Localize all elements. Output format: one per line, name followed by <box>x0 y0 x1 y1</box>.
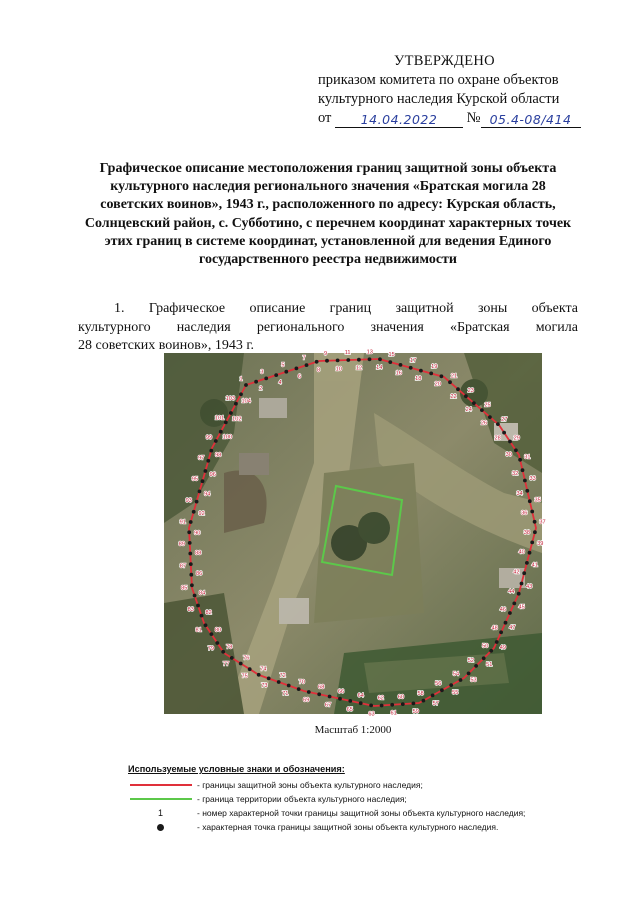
point-marker-14 <box>378 357 382 361</box>
point-marker-103 <box>234 402 238 406</box>
document-heading: Графическое описание местоположения границ защитной зоны объекта культурного наследия регионального значения «Братская могила 28 советских воинов», 1943 г., расположенного по адресу: Курская область, Солнцевский район, с. Субботино, с перечнем координат характерных точек этих границ в системе координат, установленной для ведения Единого государственного реестра недвижимости <box>84 161 572 268</box>
point-marker-63 <box>369 704 373 708</box>
point-label-85: 85 <box>181 585 188 592</box>
point-label-80: 80 <box>214 627 222 634</box>
point-label-45: 45 <box>518 604 525 611</box>
point-marker-8 <box>315 360 319 364</box>
point-marker-23 <box>464 394 468 398</box>
point-marker-79 <box>215 641 219 645</box>
approval-number: 05.4-08/414 <box>489 112 572 127</box>
approval-date-row <box>318 109 608 128</box>
point-label-91: 91 <box>179 519 186 526</box>
point-marker-75 <box>248 667 252 671</box>
point-marker-43 <box>520 582 524 586</box>
point-marker-4 <box>274 373 278 377</box>
point-label-5: 5 <box>281 362 285 369</box>
point-label-36: 36 <box>521 510 528 517</box>
satellite-map <box>164 349 546 718</box>
point-label-92: 92 <box>198 510 205 517</box>
point-label-53: 53 <box>470 677 477 684</box>
point-marker-22 <box>456 387 460 391</box>
legend-title: Используемые условные знаки и обозначения: <box>128 764 345 774</box>
point-label-93: 93 <box>185 498 192 505</box>
green-line-icon <box>130 798 192 800</box>
point-marker-2 <box>254 380 258 384</box>
point-marker-66 <box>338 697 342 701</box>
legend-item-red-line: - границы защитной зоны объекта культурного наследия; <box>128 778 598 792</box>
point-marker-104 <box>239 392 243 396</box>
point-label-54: 54 <box>452 671 460 678</box>
point-label-30: 30 <box>505 452 512 459</box>
point-label-66: 66 <box>337 688 345 695</box>
point-marker-16 <box>399 363 403 367</box>
point-label-65: 65 <box>346 706 353 713</box>
point-marker-35 <box>528 499 532 503</box>
point-label-16: 16 <box>395 370 402 377</box>
point-label-94: 94 <box>204 491 211 498</box>
point-marker-92 <box>192 510 196 514</box>
point-label-87: 87 <box>179 563 187 570</box>
point-marker-46 <box>508 611 512 615</box>
point-label-1: 1 <box>239 376 243 383</box>
point-label-73: 73 <box>261 683 268 690</box>
section-line-2: культурного наследия регионального значения «Братская могила <box>78 319 578 335</box>
section-paragraph <box>78 300 578 359</box>
point-label-18: 18 <box>415 376 422 383</box>
point-marker-30 <box>514 448 518 452</box>
approval-block <box>318 52 608 128</box>
point-label-101: 101 <box>214 415 225 422</box>
point-marker-42 <box>522 571 526 575</box>
point-label-31: 31 <box>524 454 531 461</box>
point-label-60: 60 <box>397 694 405 701</box>
point-marker-60 <box>401 702 405 706</box>
point-label-71: 71 <box>282 690 289 697</box>
point-marker-49 <box>495 640 499 644</box>
point-label-89: 89 <box>178 541 185 548</box>
point-marker-64 <box>359 701 363 705</box>
point-marker-7 <box>305 363 309 367</box>
point-label-17: 17 <box>409 358 417 365</box>
map-scale: Масштаб 1:2000 <box>314 724 392 736</box>
point-marker-99 <box>214 439 218 443</box>
point-marker-86 <box>189 573 193 577</box>
point-marker-97 <box>206 459 210 463</box>
point-label-28: 28 <box>494 435 501 442</box>
point-marker-56 <box>440 688 444 692</box>
legend-item-number: 1 - номер характерной точки границы защитной зоны объекта культурного наследия; <box>128 806 598 820</box>
point-label-51: 51 <box>486 662 493 669</box>
dot-icon <box>157 824 164 831</box>
approval-line-1: приказом комитета по охране объектов <box>318 72 559 88</box>
point-label-33: 33 <box>529 476 536 483</box>
point-label-78: 78 <box>226 644 233 651</box>
point-label-58: 58 <box>417 691 424 698</box>
point-marker-73 <box>267 677 271 681</box>
point-label-50: 50 <box>482 643 489 650</box>
point-label-74: 74 <box>260 666 267 673</box>
point-marker-70 <box>297 687 301 691</box>
point-marker-26 <box>488 415 492 419</box>
point-label-27: 27 <box>501 417 508 424</box>
point-label-2: 2 <box>259 386 263 393</box>
point-label-35: 35 <box>534 497 541 504</box>
point-label-99: 99 <box>205 434 213 441</box>
point-marker-31 <box>518 458 522 462</box>
approval-line-2: культурного наследия Курской области <box>318 91 560 107</box>
point-label-15: 15 <box>388 352 395 359</box>
point-label-62: 62 <box>377 695 384 702</box>
point-marker-98 <box>209 449 213 453</box>
point-label-40: 40 <box>518 549 525 556</box>
point-marker-32 <box>521 468 525 472</box>
point-marker-83 <box>196 604 200 608</box>
point-label-61: 61 <box>390 710 397 717</box>
point-label-55: 55 <box>452 690 459 696</box>
point-label-8: 8 <box>317 367 321 374</box>
point-marker-82 <box>200 614 204 618</box>
point-label-46: 46 <box>499 607 507 614</box>
point-marker-51 <box>482 656 486 660</box>
point-label-42: 42 <box>513 569 520 576</box>
point-marker-76 <box>239 662 243 666</box>
point-marker-29 <box>508 440 512 444</box>
point-marker-71 <box>287 684 291 688</box>
point-marker-74 <box>257 673 261 677</box>
point-marker-85 <box>190 583 194 587</box>
point-marker-62 <box>380 704 384 708</box>
point-label-37: 37 <box>539 519 546 526</box>
point-marker-18 <box>419 369 423 373</box>
point-marker-39 <box>530 541 534 545</box>
point-label-47: 47 <box>509 624 516 631</box>
point-label-19: 19 <box>431 364 438 371</box>
point-label-13: 13 <box>366 349 373 356</box>
red-line-icon <box>130 784 192 786</box>
point-marker-41 <box>525 561 529 565</box>
legend-item-green-line: - граница территории объекта культурного наследия; <box>128 792 598 806</box>
legend <box>128 764 598 834</box>
point-marker-52 <box>474 664 478 668</box>
point-label-64: 64 <box>357 693 364 700</box>
point-label-90: 90 <box>194 530 201 537</box>
point-marker-58 <box>422 699 426 703</box>
point-marker-87 <box>189 562 193 566</box>
point-marker-9 <box>325 359 329 363</box>
point-marker-95 <box>201 479 205 483</box>
point-marker-90 <box>187 530 191 534</box>
point-marker-72 <box>277 680 281 684</box>
point-marker-33 <box>523 479 527 483</box>
point-label-57: 57 <box>432 700 439 707</box>
point-label-39: 39 <box>537 540 544 547</box>
point-label-69: 69 <box>303 697 310 704</box>
point-marker-91 <box>189 520 193 524</box>
point-marker-80 <box>210 632 214 636</box>
point-marker-93 <box>195 500 199 504</box>
point-marker-53 <box>467 672 471 676</box>
point-marker-5 <box>284 370 288 374</box>
point-label-63: 63 <box>368 711 375 718</box>
approval-title: УТВЕРЖДЕНО <box>394 53 495 69</box>
point-marker-47 <box>504 621 508 625</box>
point-marker-40 <box>528 551 532 555</box>
point-marker-25 <box>480 408 484 412</box>
point-label-52: 52 <box>467 657 475 664</box>
point-marker-96 <box>204 469 208 473</box>
point-label-86: 86 <box>195 570 203 577</box>
point-label-88: 88 <box>195 550 202 557</box>
point-marker-67 <box>328 695 332 699</box>
point-label-7: 7 <box>302 355 306 362</box>
point-label-41: 41 <box>531 562 538 569</box>
point-label-102: 102 <box>232 416 242 423</box>
point-marker-88 <box>188 552 192 556</box>
point-label-6: 6 <box>297 373 301 380</box>
point-label-76: 76 <box>243 655 250 662</box>
point-marker-1 <box>244 383 248 387</box>
point-label-98: 98 <box>215 452 222 459</box>
point-marker-12 <box>357 358 361 362</box>
point-label-70: 70 <box>298 679 305 686</box>
point-marker-101 <box>224 421 228 425</box>
point-marker-19 <box>429 372 433 376</box>
point-marker-37 <box>533 520 537 524</box>
approval-date: 14.04.2022 <box>360 112 438 127</box>
point-label-77: 77 <box>222 661 230 668</box>
point-marker-10 <box>336 359 340 363</box>
point-label-10: 10 <box>335 366 342 373</box>
point-label-82: 82 <box>205 609 212 616</box>
number-label: № <box>466 110 481 126</box>
point-marker-3 <box>264 377 268 381</box>
point-marker-77 <box>230 656 234 660</box>
point-label-103: 103 <box>225 395 235 402</box>
point-label-25: 25 <box>484 402 491 409</box>
point-marker-78 <box>221 650 225 654</box>
point-label-59: 59 <box>412 709 419 715</box>
point-label-68: 68 <box>318 684 325 691</box>
point-label-4: 4 <box>278 380 282 387</box>
point-marker-15 <box>388 360 392 364</box>
point-marker-36 <box>530 510 534 514</box>
point-label-83: 83 <box>187 606 194 613</box>
point-marker-17 <box>409 366 413 370</box>
point-marker-44 <box>517 592 521 596</box>
point-marker-94 <box>198 490 202 494</box>
point-label-44: 44 <box>508 588 515 595</box>
point-label-23: 23 <box>467 387 474 394</box>
point-label-96: 96 <box>209 471 216 478</box>
legend-item-dot: - характерная точка границы защитной зоны объекта культурного наследия. <box>128 820 598 834</box>
point-marker-81 <box>204 623 208 627</box>
point-marker-34 <box>525 489 529 493</box>
point-label-3: 3 <box>260 369 264 376</box>
point-label-32: 32 <box>511 471 519 478</box>
point-marker-89 <box>188 541 192 545</box>
point-label-48: 48 <box>491 625 498 632</box>
section-line-3: 28 советских воинов», 1943 г. <box>78 338 255 353</box>
point-label-75: 75 <box>241 673 248 680</box>
point-label-14: 14 <box>376 365 383 372</box>
point-marker-57 <box>431 694 435 698</box>
point-marker-38 <box>533 530 537 534</box>
point-label-79: 79 <box>207 645 215 652</box>
point-marker-11 <box>346 358 350 362</box>
point-marker-100 <box>219 430 223 434</box>
point-label-24: 24 <box>465 407 472 414</box>
point-label-84: 84 <box>198 590 206 597</box>
point-marker-6 <box>295 367 299 371</box>
point-label-21: 21 <box>450 373 458 380</box>
point-label-11: 11 <box>344 350 351 357</box>
point-marker-84 <box>193 594 197 598</box>
point-marker-65 <box>348 699 352 703</box>
point-label-81: 81 <box>195 627 202 634</box>
point-marker-61 <box>390 703 394 707</box>
point-marker-24 <box>472 401 476 405</box>
point-label-9: 9 <box>323 350 328 357</box>
point-label-34: 34 <box>516 490 523 497</box>
point-label-67: 67 <box>324 702 332 709</box>
point-label-95: 95 <box>191 476 199 483</box>
point-label-97: 97 <box>197 455 205 462</box>
point-label-49: 49 <box>499 645 507 651</box>
point-marker-13 <box>368 357 372 361</box>
point-marker-68 <box>317 692 321 696</box>
point-label-56: 56 <box>435 681 442 688</box>
point-marker-27 <box>496 422 500 426</box>
point-marker-45 <box>512 602 516 606</box>
point-marker-102 <box>229 411 233 415</box>
point-label-100: 100 <box>222 434 232 441</box>
point-marker-55 <box>449 683 453 687</box>
point-number-sample: 1 <box>157 808 163 818</box>
point-label-22: 22 <box>450 393 457 400</box>
point-label-20: 20 <box>434 381 441 388</box>
from-label: от <box>318 110 332 126</box>
point-label-29: 29 <box>513 435 520 442</box>
point-label-26: 26 <box>480 420 488 427</box>
point-label-12: 12 <box>355 365 363 372</box>
point-label-72: 72 <box>279 673 286 679</box>
point-marker-54 <box>459 678 463 682</box>
point-label-104: 104 <box>241 398 251 405</box>
point-marker-50 <box>489 649 493 653</box>
point-marker-21 <box>448 380 452 384</box>
point-marker-48 <box>499 630 503 634</box>
point-marker-20 <box>440 374 444 378</box>
point-marker-59 <box>412 702 416 706</box>
section-line-1: 1. Графическое описание границ защитной зоны объекта <box>114 301 578 316</box>
point-marker-69 <box>307 690 311 694</box>
point-label-43: 43 <box>525 583 533 590</box>
point-label-38: 38 <box>523 530 531 537</box>
point-marker-28 <box>502 431 506 435</box>
